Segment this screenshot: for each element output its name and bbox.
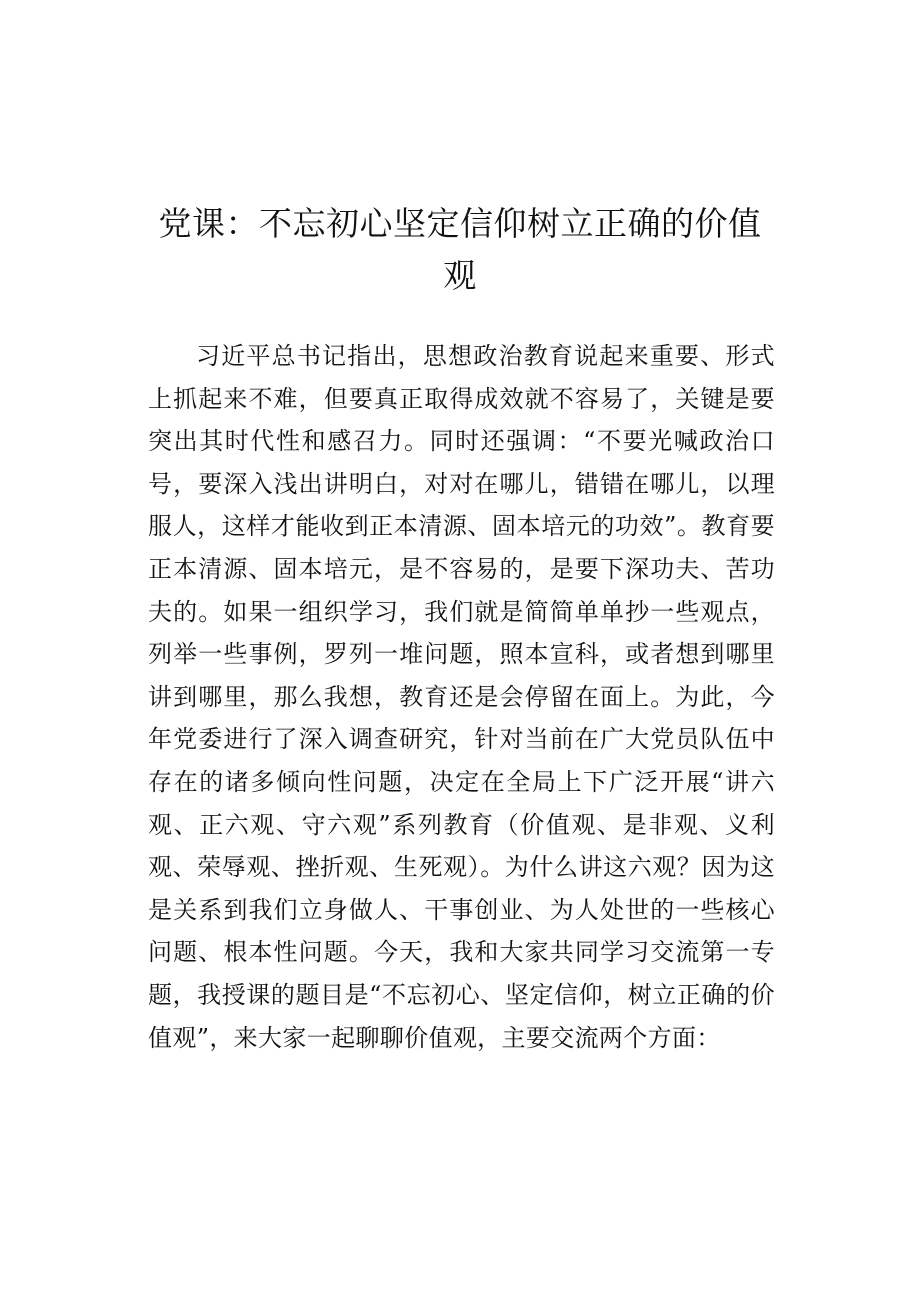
body-paragraph: 习近平总书记指出，思想政治教育说起来重要、形式上抓起来不难，但要真正取得成效就不容易了，关键是要突出其时代性和感召力。同时还强调：“不要光喊政治口号，要深入浅出讲明白，对对在哪儿，错错在哪儿，以理服人，这样才能收到正本清源、固本培元的功效”。教育要正本清源、固本培元，是不容易的，是要下深功夫、苦功夫的。如果一组织学习，我们就是简简单单抄一些观点，列举一些事例，罗列一堆问题，照本宣科，或者想到哪里讲到哪里，那么我想，教育还是会停留在面上。为此，今年党委进行了深入调查研究，针对当前在广大党员队伍中存在的诸多倾向性问题，决定在全局上下广泛开展“讲六观、正六观、守六观”系列教育（价值观、是非观、义利观、荣辱观、挫折观、生死观）。为什么讲这六观？因为这是关系到我们立身做人、干事创业、为人处世的一些核心问题、根本性问题。今天，我和大家共同学习交流第一专题，我授课的题目是“不忘初心、坚定信仰，树立正确的价值观”，来大家一起聊聊价值观，主要交流两个方面： [148,342,775,1052]
document-title: 党课：不忘初心坚定信仰树立正确的价值观 [158,204,762,295]
